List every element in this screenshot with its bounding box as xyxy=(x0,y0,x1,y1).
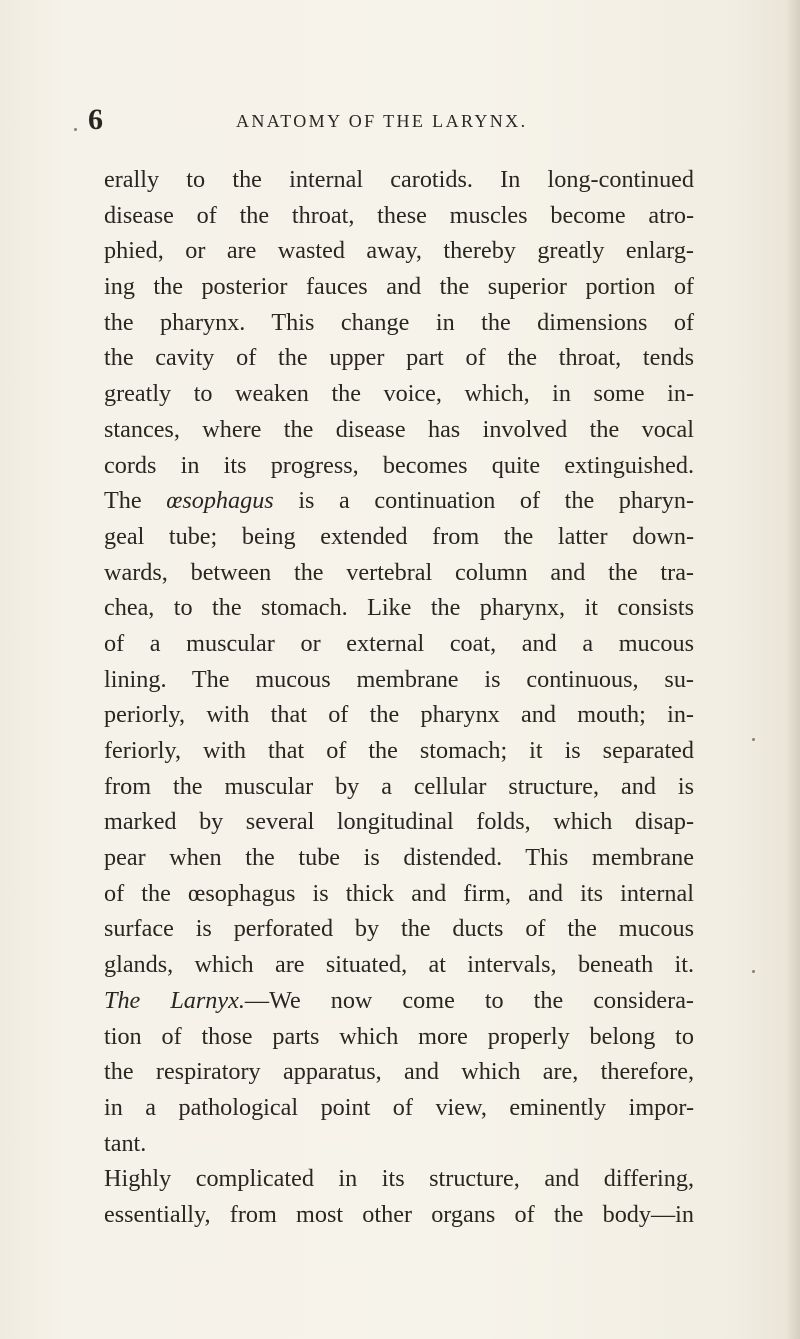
text-line: cords in its progress, becomes quite extinguished. xyxy=(104,451,694,479)
larynx-paragraph-start xyxy=(104,983,694,1019)
text-line: surface is perforated by the ducts of the mucous xyxy=(104,915,694,943)
text-line: the cavity of the upper part of the throat, tends xyxy=(104,344,694,372)
text-fragment: The xyxy=(104,487,167,515)
text-fragment: is a continuation of the pharyn- xyxy=(273,487,694,515)
text-line: the respiratory apparatus, and which are, therefore, xyxy=(104,1058,694,1086)
text-line: stances, where the disease has involved the vocal xyxy=(104,415,694,443)
text-line: essentially, from most other organs of the body—in xyxy=(104,1200,694,1228)
ink-speck xyxy=(752,738,755,741)
page-number: 6 xyxy=(88,103,103,136)
text-line: greatly to weaken the voice, which, in some in- xyxy=(104,380,694,408)
page-header xyxy=(0,100,800,140)
text-line: glands, which are situated, at intervals, beneath it. xyxy=(104,951,694,979)
text-line: Highly complicated in its structure, and differing, xyxy=(104,1165,694,1193)
running-head: ANATOMY OF THE LARYNX. xyxy=(236,111,528,131)
text-line: marked by several longitudinal folds, which disap- xyxy=(104,808,694,836)
text-line: disease of the throat, these muscles become atro- xyxy=(104,201,694,229)
body-text xyxy=(104,162,694,1233)
text-line: chea, to the stomach. Like the pharynx, it consists xyxy=(104,594,694,622)
text-line: tant. xyxy=(104,1129,147,1157)
italic-term-oesophagus: œsophagus xyxy=(166,487,274,515)
text-line: pear when the tube is distended. This membrane xyxy=(104,844,694,872)
page-edge-shadow xyxy=(786,0,800,1339)
text-line: erally to the internal carotids. In long-continued xyxy=(104,166,694,193)
text-line: ing the posterior fauces and the superior portion of xyxy=(104,273,694,301)
italic-heading-larynx: The Larnyx. xyxy=(104,986,245,1014)
text-line: lining. The mucous membrane is continuous, su- xyxy=(104,665,694,693)
text-fragment: —We now come to the considera- xyxy=(244,986,694,1014)
oesophagus-paragraph-start xyxy=(104,483,694,519)
text-line: feriorly, with that of the stomach; it is separated xyxy=(104,737,694,764)
text-line: geal tube; being extended from the latter down- xyxy=(104,522,694,550)
text-line: of the œsophagus is thick and firm, and its internal xyxy=(104,879,694,907)
text-line: in a pathological point of view, eminently impor- xyxy=(104,1093,694,1121)
text-line: wards, between the vertebral column and the tra- xyxy=(104,558,694,586)
ink-speck xyxy=(752,970,755,973)
text-line: the pharynx. This change in the dimensions of xyxy=(104,308,694,336)
text-line: tion of those parts which more properly belong to xyxy=(104,1022,694,1050)
ink-speck xyxy=(74,128,77,131)
text-line: of a muscular or external coat, and a mucous xyxy=(104,629,694,657)
text-line: from the muscular by a cellular structure, and is xyxy=(104,772,694,800)
text-line: periorly, with that of the pharynx and mouth; in- xyxy=(104,701,694,729)
text-line: phied, or are wasted away, thereby greatly enlarg- xyxy=(104,237,694,265)
